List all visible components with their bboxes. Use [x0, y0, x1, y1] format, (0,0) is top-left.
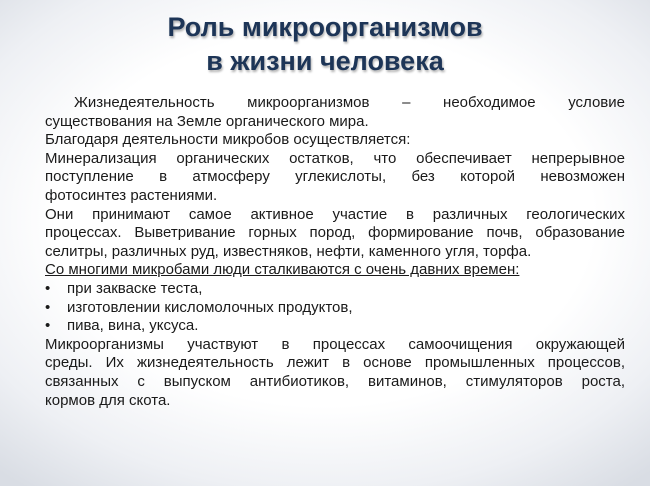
- paragraph-4-line-1: Они принимают самое активное участие в различных геологических: [45, 205, 625, 223]
- bullet-dot: •: [45, 298, 51, 316]
- paragraph-1-line-1: Жизнедеятельность микроорганизмов – необходимое условие: [74, 94, 625, 111]
- paragraph-6-line-2: среды. Их жизнедеятельность лежит в основе промышленных процессов,: [45, 354, 625, 372]
- paragraph-3-line-1: Минерализация органических остатков, что обеспечивает непрерывное: [45, 149, 625, 167]
- paragraph-6-line-1: Микроорганизмы участвуют в процессах самоочищения окружающей: [45, 335, 625, 353]
- paragraph-6-line-4: кормов для скота.: [45, 391, 171, 409]
- paragraph-2-line-1: Благодаря деятельности микробов осуществляется:: [45, 131, 411, 149]
- bullet-dot: •: [45, 317, 51, 335]
- slide-title-line-1: Роль микроорганизмов: [167, 12, 483, 42]
- bullet-item-1-text: при закваске теста,: [67, 279, 203, 297]
- paragraph-6-line-3: связанных с выпуском антибиотиков, витаминов, стимуляторов роста,: [45, 372, 625, 390]
- paragraph-1-line-2: существования на Земле органического мира.: [45, 112, 369, 130]
- bullet-item-3-text: пива, вина, уксуса.: [67, 317, 199, 335]
- slide-title-line-2: в жизни человека: [206, 46, 444, 76]
- paragraph-3-line-2: поступление в атмосферу углекислоты, без которой невозможен: [45, 168, 625, 186]
- bullet-item-3: [45, 317, 625, 336]
- bullet-item-2: [45, 299, 625, 318]
- paragraph-5-line-1: Со многими микробами люди сталкиваются с очень давних времен:: [45, 261, 520, 279]
- paragraph-3-line-3: фотосинтез растениями.: [45, 186, 218, 204]
- paragraph-4-line-3: селитры, различных руд, известняков, нефти, каменного угля, торфа.: [45, 242, 532, 260]
- slide-body-text: [45, 94, 625, 410]
- bullet-item-2-text: изготовлении кисломолочных продуктов,: [67, 298, 353, 316]
- paragraph-4-line-2: процессах. Выветривание горных пород, формирование почв, образование: [45, 224, 625, 242]
- paragraph-5-underlined: [45, 261, 625, 280]
- bullet-dot: •: [45, 279, 51, 297]
- bullet-item-1: [45, 280, 625, 299]
